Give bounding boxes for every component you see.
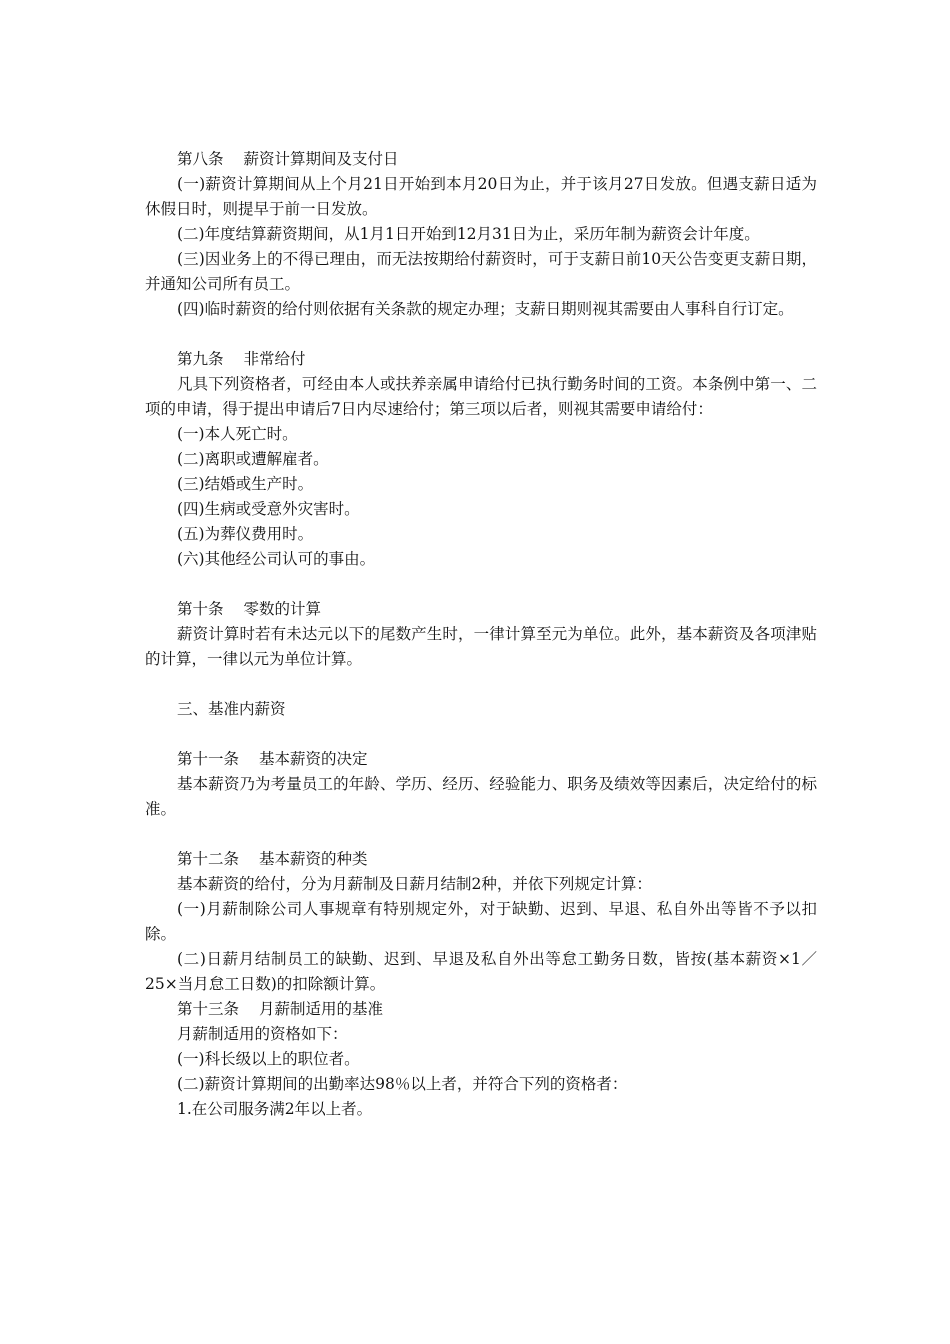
article-9-item-3: (三)结婚或生产时。 [177, 475, 314, 493]
article-9-number: 第九条 [177, 350, 224, 368]
article-13-title: 月薪制适用的基准 [259, 1000, 384, 1018]
article-8-item-4: (四)临时薪资的给付则依据有关条款的规定办理；支薪日期则视其需要由人事科自行订定。 [177, 300, 794, 318]
article-9-item-2: (二)离职或遭解雇者。 [177, 450, 329, 468]
article-12-heading [145, 847, 817, 872]
article-9-intro: 凡具下列资格者，可经由本人或扶养亲属申请给付已执行勤务时间的工资。本条例中第一、二项的申请，得于提出申请后7日内尽速给付；第三项以后者，则视其需要申请给付： [145, 375, 817, 418]
article-13-intro: 月薪制适用的资格如下： [177, 1025, 348, 1043]
spacer [145, 822, 817, 847]
article-11-text: 基本薪资乃为考量员工的年龄、学历、经历、经验能力、职务及绩效等因素后，决定给付的标准。 [145, 775, 817, 818]
article-9-heading [145, 347, 817, 372]
article-8-item-3: (三)因业务上的不得已理由，而无法按期给付薪资时，可于支薪日前10天公告变更支薪日期，并通知公司所有员工。 [145, 250, 817, 293]
document-body [145, 147, 817, 1122]
spacer [145, 722, 817, 747]
article-13-item-3: 1.在公司服务满2年以上者。 [177, 1100, 373, 1118]
spacer [145, 572, 817, 597]
article-13-item-1: (一)科长级以上的职位者。 [177, 1050, 360, 1068]
article-8-number: 第八条 [177, 150, 224, 168]
article-10-text: 薪资计算时若有未达元以下的尾数产生时，一律计算至元为单位。此外，基本薪资及各项津贴的计算，一律以元为单位计算。 [145, 625, 817, 668]
article-11-title: 基本薪资的决定 [259, 750, 368, 768]
article-9-title: 非常给付 [243, 350, 306, 368]
article-13-number: 第十三条 [177, 1000, 240, 1018]
article-10-number: 第十条 [177, 600, 224, 618]
article-13-item-2: (二)薪资计算期间的出勤率达98％以上者，并符合下列的资格者： [177, 1075, 628, 1093]
spacer [145, 322, 817, 347]
article-12-item-1: (一)月薪制除公司人事规章有特别规定外，对于缺勤、迟到、早退、私自外出等皆不予以扣除。 [145, 900, 817, 943]
article-12-number: 第十二条 [177, 850, 240, 868]
article-11-heading [145, 747, 817, 772]
article-8-item-1: (一)薪资计算期间从上个月21日开始到本月20日为止，并于该月27日发放。但遇支薪日适为休假日时，则提早于前一日发放。 [145, 175, 817, 218]
article-9-item-1: (一)本人死亡时。 [177, 425, 298, 443]
article-8-item-2: (二)年度结算薪资期间，从1月1日开始到12月31日为止，采历年制为薪资会计年度。 [177, 225, 760, 243]
article-12-item-2: (二)日薪月结制员工的缺勤、迟到、早退及私自外出等怠工勤务日数，皆按(基本薪资×1／25×当月怠工日数)的扣除额计算。 [145, 950, 817, 993]
article-10-title: 零数的计算 [243, 600, 322, 618]
spacer [145, 672, 817, 697]
article-12-intro: 基本薪资的给付，分为月薪制及日薪月结制2种，并依下列规定计算： [177, 875, 652, 893]
section-3-heading: 三、基准内薪资 [177, 700, 286, 718]
article-8-heading [145, 147, 817, 172]
article-11-number: 第十一条 [177, 750, 240, 768]
article-9-item-4: (四)生病或受意外灾害时。 [177, 500, 360, 518]
article-9-item-6: (六)其他经公司认可的事由。 [177, 550, 376, 568]
article-12-title: 基本薪资的种类 [259, 850, 368, 868]
article-9-item-5: (五)为葬仪费用时。 [177, 525, 314, 543]
article-8-title: 薪资计算期间及支付日 [243, 150, 399, 168]
article-10-heading [145, 597, 817, 622]
article-13-heading [145, 997, 817, 1022]
